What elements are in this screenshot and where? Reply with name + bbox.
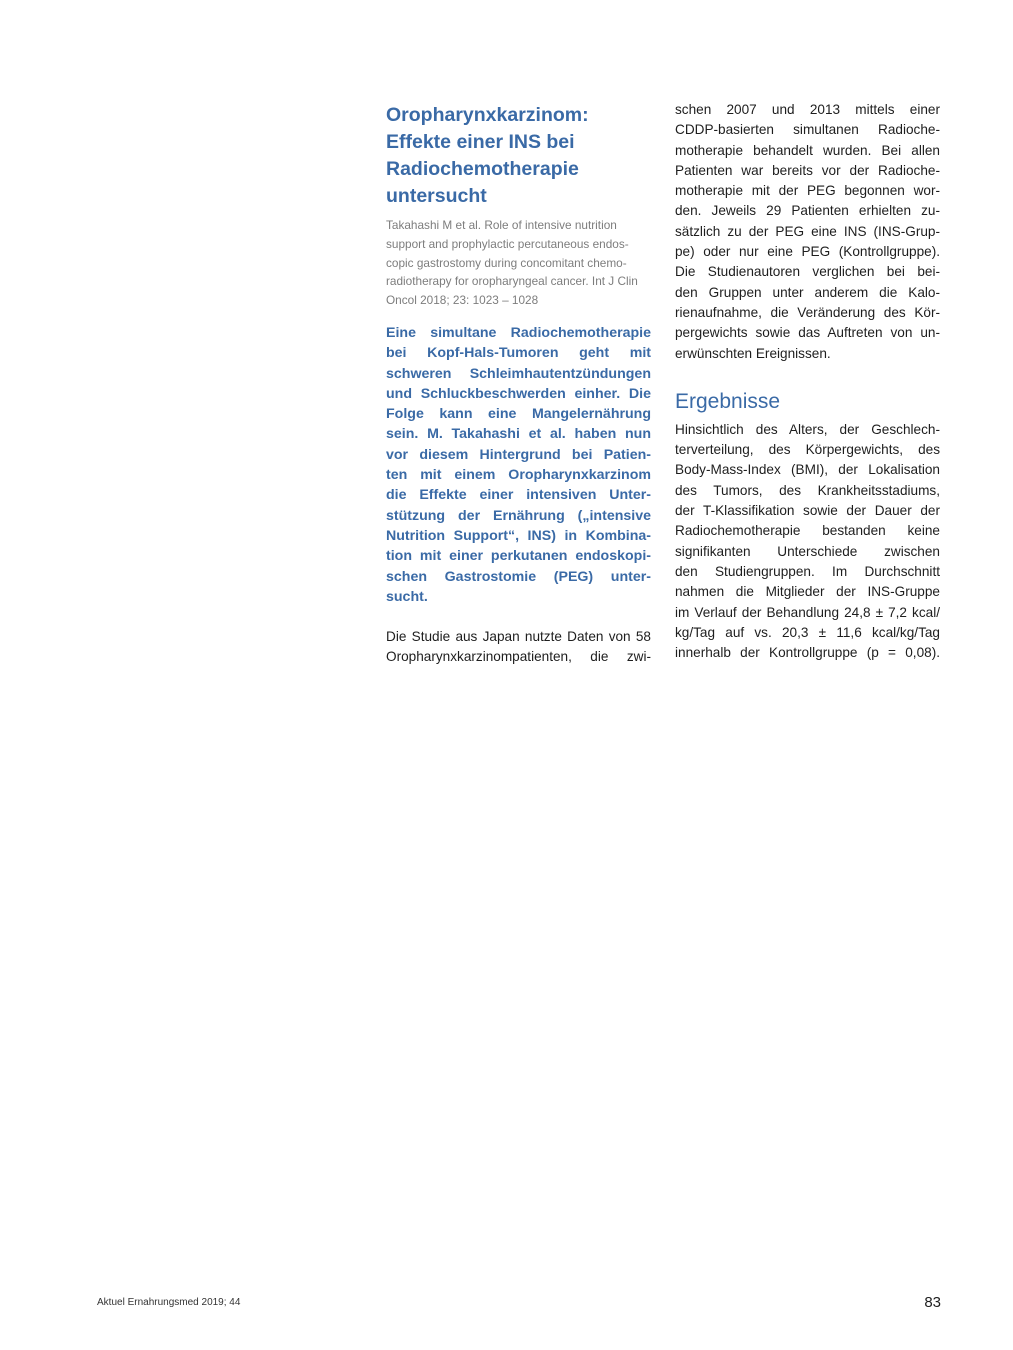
results-line: des Tumors, des Krankheitsstadiums, xyxy=(675,482,940,498)
results-line: den Studiengruppen. Im Durchschnitt xyxy=(675,563,940,579)
body-line: den. Jeweils 29 Patienten erhielten zu- xyxy=(675,203,940,219)
body-line: Patienten war bereits vor der Radioche- xyxy=(675,162,940,178)
title-line: Effekte einer INS bei xyxy=(386,131,575,153)
body-line: pe) oder nur eine PEG (Kontrollgruppe). xyxy=(675,244,940,260)
body-line: sätzlich zu der PEG eine INS (INS-Grup- xyxy=(675,223,940,239)
body-line: Die Studie aus Japan nutzte Daten von 58 xyxy=(386,629,651,645)
body-line: Die Studienautoren verglichen bei bei- xyxy=(675,264,940,280)
body-line: motherapie mit der PEG begonnen wor- xyxy=(675,183,940,199)
lead-line: und Schluckbeschwerden einher. Die xyxy=(386,385,651,402)
lead-line: die Effekte einer intensiven Unter- xyxy=(386,487,651,504)
body-line: motherapie behandelt wurden. Bei allen xyxy=(675,142,940,158)
lead-line: vor diesem Hintergrund bei Patien- xyxy=(386,446,651,463)
title-line: Oropharynxkarzinom: xyxy=(386,104,589,126)
lead-line: sucht. xyxy=(386,588,428,605)
lead-paragraph xyxy=(386,323,651,607)
results-line: terverteilung, des Körpergewichts, des xyxy=(675,442,940,458)
section-heading-results: Ergebnisse xyxy=(675,389,781,413)
body-line: Oropharynxkarzinompatienten, die zwi- xyxy=(386,649,651,665)
results-line: Radiochemotherapie bestanden keine xyxy=(675,523,940,539)
lead-line: stützung der Ernährung („intensive xyxy=(386,507,651,524)
lead-line: schen Gastrostomie (PEG) unter- xyxy=(386,568,651,585)
page-number: 83 xyxy=(924,1294,941,1311)
lead-line: ten mit einem Oropharynxkarzinom xyxy=(386,467,651,484)
body-line: rienaufnahme, die Veränderung des Kör- xyxy=(675,304,940,320)
lead-line: Folge kann eine Mangelernährung xyxy=(386,406,651,423)
body-paragraph xyxy=(386,627,651,668)
citation xyxy=(386,216,651,310)
lead-line: Eine simultane Radiochemotherapie xyxy=(386,324,651,341)
body-paragraph-continued xyxy=(675,100,940,364)
results-paragraph xyxy=(675,420,940,664)
results-line: der T-Klassifikation sowie der Dauer der xyxy=(675,503,940,519)
body-line: CDDP-basierten simultanen Radioche- xyxy=(675,122,940,138)
body-line: pergewichts sowie das Auftreten von un- xyxy=(675,325,940,341)
right-column xyxy=(675,100,940,663)
results-line: im Verlauf der Behandlung 24,8 ± 7,2 kcal/ xyxy=(675,604,940,620)
title-line: untersucht xyxy=(386,185,487,207)
lead-line: tion mit einer perkutanen endoskopi- xyxy=(386,548,651,565)
article-title xyxy=(386,102,651,210)
left-column xyxy=(386,100,651,668)
title-line: Radiochemotherapie xyxy=(386,158,579,180)
lead-line: bei Kopf-Hals-Tumoren geht mit xyxy=(386,345,651,362)
body-line: erwünschten Ereignissen. xyxy=(675,345,831,361)
lead-line: Nutrition Support“, INS) in Kombina- xyxy=(386,527,651,544)
citation-line: support and prophylactic percutaneous endos- xyxy=(386,236,629,251)
results-line: Body-Mass-Index (BMI), der Lokalisation xyxy=(675,462,940,478)
results-line: kg/Tag auf vs. 20,3 ± 11,6 kcal/kg/Tag xyxy=(675,624,940,640)
citation-line: radiotherapy for oropharyngeal cancer. Int J Clin xyxy=(386,274,638,289)
citation-line: copic gastrostomy during concomitant chemo- xyxy=(386,255,627,270)
citation-line: Takahashi M et al. Role of intensive nutrition xyxy=(386,218,617,232)
results-line: innerhalb der Kontrollgruppe (p = 0,08). xyxy=(675,645,940,661)
footer-journal-citation: Aktuel Ernahrungsmed 2019; 44 xyxy=(97,1297,241,1308)
body-line: den Gruppen unter anderem die Kalo- xyxy=(675,284,940,300)
citation-line: Oncol 2018; 23: 1023 – 1028 xyxy=(386,293,539,308)
results-line: nahmen die Mitglieder der INS-Gruppe xyxy=(675,584,940,600)
results-line: signifikanten Unterschiede zwischen xyxy=(675,543,940,559)
lead-line: sein. M. Takahashi et al. haben nun xyxy=(386,426,651,443)
body-line: schen 2007 und 2013 mittels einer xyxy=(675,102,940,117)
results-line: Hinsichtlich des Alters, der Geschlech- xyxy=(675,421,940,437)
lead-line: schweren Schleimhautentzündungen xyxy=(386,365,651,382)
